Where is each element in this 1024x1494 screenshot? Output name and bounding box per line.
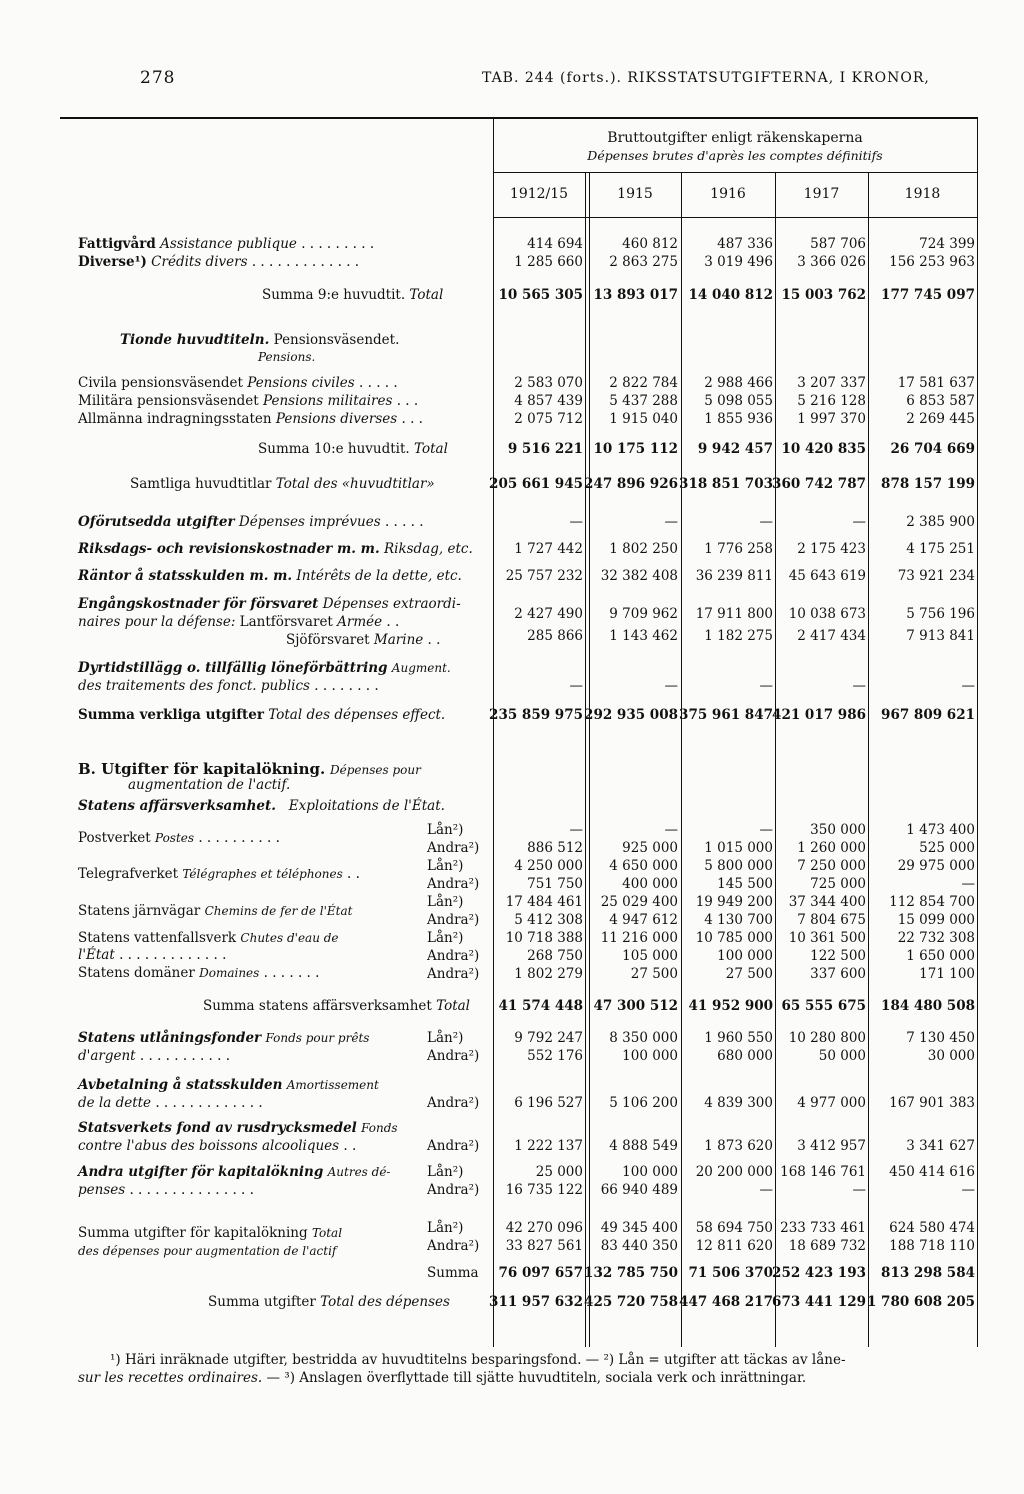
- andra-marker: Andra²): [427, 912, 480, 928]
- table-cell: 2 427 490: [514, 606, 583, 622]
- table-cell: 233 733 461: [780, 1220, 866, 1236]
- table-cell: 50 000: [818, 1048, 866, 1064]
- table-cell: 425 720 758: [584, 1294, 678, 1310]
- row-label: Allmänna indragningsstaten Pensions diverses . . .: [78, 411, 423, 427]
- table-cell: 680 000: [717, 1048, 773, 1064]
- lan-marker: Lån²): [427, 858, 464, 874]
- row-label: Samtliga huvudtitlar Total des «huvudtitlar»: [130, 476, 435, 492]
- table-cell: 2 417 434: [797, 628, 866, 644]
- row-label: Dyrtidstillägg o. tillfällig löneförbättring Augment.: [78, 660, 451, 676]
- table-cell: 7 913 841: [906, 628, 975, 644]
- table-cell: 25 029 400: [600, 894, 678, 910]
- table-cell: 2 269 445: [906, 411, 975, 427]
- row-label: Summa verkliga utgifter Total des dépenses effect.: [78, 707, 446, 723]
- table-cell: 10 718 388: [505, 930, 583, 946]
- table-cell: 17 911 800: [695, 606, 773, 622]
- andra-marker: Andra²): [427, 1048, 480, 1064]
- table-cell: —: [852, 678, 866, 694]
- table-cell: 32 382 408: [600, 568, 678, 584]
- table-cell: —: [759, 514, 773, 530]
- table-cell: 5 756 196: [906, 606, 975, 622]
- table-cell: 2 583 070: [514, 375, 583, 391]
- row-label: Summa statens affärsverksamhet Total: [203, 998, 471, 1014]
- row-label: Diverse¹) Crédits divers . . . . . . . . . . . . .: [78, 254, 360, 270]
- row-label: Civila pensionsväsendet Pensions civiles . . . . .: [78, 375, 398, 391]
- table-cell: 205 661 945: [489, 476, 583, 492]
- table-cell: 460 812: [622, 236, 678, 252]
- table-cell: 252 423 193: [772, 1265, 866, 1281]
- table-cell: 41 574 448: [498, 998, 583, 1014]
- table-cell: 105 000: [622, 948, 678, 964]
- row-label: contre l'abus des boissons alcooliques . .: [78, 1138, 357, 1154]
- table-cell: 29 975 000: [897, 858, 975, 874]
- table-cell: 967 809 621: [881, 707, 975, 723]
- table-cell: 1 222 137: [514, 1138, 583, 1154]
- row-label: naires pour la défense: Lantförsvaret Armée . .: [78, 614, 400, 630]
- table-cell: 318 851 703: [679, 476, 773, 492]
- table-cell: 16 735 122: [505, 1182, 583, 1198]
- row-label: Statens järnvägar Chemins de fer de l'État: [78, 903, 353, 919]
- col-line-3: [775, 172, 776, 1347]
- header-bottom-rule: [493, 217, 978, 218]
- table-cell: 41 952 900: [688, 998, 773, 1014]
- col-line-2: [681, 172, 682, 1347]
- table-cell: 235 859 975: [489, 707, 583, 723]
- table-cell: 450 414 616: [889, 1164, 975, 1180]
- table-cell: 751 750: [527, 876, 583, 892]
- lan-marker: Lån²): [427, 1164, 464, 1180]
- table-cell: 100 000: [622, 1164, 678, 1180]
- row-label: Statens utlåningsfonder Fonds pour prêts: [78, 1030, 370, 1046]
- col-line-1: [585, 172, 586, 1347]
- table-cell: 11 216 000: [600, 930, 678, 946]
- table-cell: 552 176: [527, 1048, 583, 1064]
- page-number: 278: [140, 68, 176, 88]
- andra-marker: Andra²): [427, 1182, 480, 1198]
- table-cell: 292 935 008: [584, 707, 678, 723]
- table-cell: 177 745 097: [881, 287, 975, 303]
- table-cell: 2 175 423: [797, 541, 866, 557]
- table-cell: —: [569, 822, 583, 838]
- table-cell: 3 412 957: [797, 1138, 866, 1154]
- andra-marker: Andra²): [427, 966, 480, 982]
- table-cell: 2 988 466: [704, 375, 773, 391]
- table-cell: 9 516 221: [507, 441, 583, 457]
- col-line-5: [977, 117, 978, 1347]
- col-line-0: [493, 117, 494, 1347]
- section-b-title: B. Utgifter för kapitalökning. Dépenses pour: [78, 760, 421, 778]
- table-cell: 15 099 000: [897, 912, 975, 928]
- table-cell: 10 175 112: [593, 441, 678, 457]
- header-main-fr: Dépenses brutes d'après les comptes définitifs: [587, 148, 883, 163]
- table-cell: 100 000: [717, 948, 773, 964]
- table-cell: 145 500: [717, 876, 773, 892]
- table-cell: 4 977 000: [797, 1095, 866, 1111]
- table-cell: 1 182 275: [704, 628, 773, 644]
- table-cell: 1 015 000: [704, 840, 773, 856]
- table-cell: —: [569, 514, 583, 530]
- table-cell: 360 742 787: [772, 476, 866, 492]
- year-1918: 1918: [904, 186, 941, 202]
- table-cell: 268 750: [527, 948, 583, 964]
- table-cell: 414 694: [527, 236, 583, 252]
- table-cell: 8 350 000: [609, 1030, 678, 1046]
- row-label: Summa utgifter för kapitalökning Total: [78, 1225, 343, 1241]
- table-cell: 33 827 561: [505, 1238, 583, 1254]
- table-cell: 76 097 657: [498, 1265, 583, 1281]
- table-cell: 6 196 527: [514, 1095, 583, 1111]
- table-cell: 724 399: [919, 236, 975, 252]
- table-cell: 25 000: [535, 1164, 583, 1180]
- table-cell: 878 157 199: [881, 476, 975, 492]
- footnote-1: ¹) Häri inräknade utgifter, bestridda av huvudtitelns besparingsfond. — ²) Lån = utgifter att täckas av låne-: [110, 1352, 846, 1368]
- footnote-2: sur les recettes ordinaires. — ³) Anslagen överflyttade till sjätte huvudtiteln, sociala verk och inrättningar.: [78, 1370, 807, 1386]
- table-cell: 4 650 000: [609, 858, 678, 874]
- table-cell: 100 000: [622, 1048, 678, 1064]
- table-cell: 5 412 308: [514, 912, 583, 928]
- table-cell: 1 260 000: [797, 840, 866, 856]
- table-cell: 27 500: [630, 966, 678, 982]
- running-title: TAB. 244 (forts.). RIKSSTATSUTGIFTERNA, I KRONOR,: [482, 70, 930, 86]
- table-cell: 4 839 300: [704, 1095, 773, 1111]
- table-cell: 71 506 370: [688, 1265, 773, 1281]
- row-label: Summa utgifter Total des dépenses: [208, 1294, 450, 1310]
- row-label: Statens domäner Domaines . . . . . . .: [78, 965, 320, 981]
- table-cell: 525 000: [919, 840, 975, 856]
- table-cell: 14 040 812: [688, 287, 773, 303]
- table-cell: 725 000: [810, 876, 866, 892]
- row-label: Andra utgifter för kapitalökning Autres dé-: [78, 1164, 391, 1180]
- table-cell: 2 822 784: [609, 375, 678, 391]
- table-cell: 3 207 337: [797, 375, 866, 391]
- table-cell: 2 385 900: [906, 514, 975, 530]
- table-cell: 188 718 110: [889, 1238, 975, 1254]
- table-cell: 10 420 835: [781, 441, 866, 457]
- table-cell: 7 250 000: [797, 858, 866, 874]
- header-rule: [493, 172, 978, 173]
- table-cell: 2 863 275: [609, 254, 678, 270]
- table-cell: 17 581 637: [897, 375, 975, 391]
- row-label: Riksdags- och revisionskostnader m. m. Riksdag, etc.: [78, 541, 473, 557]
- table-cell: 1 855 936: [704, 411, 773, 427]
- table-cell: 132 785 750: [584, 1265, 678, 1281]
- table-cell: 19 949 200: [695, 894, 773, 910]
- table-cell: 3 341 627: [906, 1138, 975, 1154]
- table-cell: 4 947 612: [609, 912, 678, 928]
- table-cell: 15 003 762: [781, 287, 866, 303]
- table-cell: —: [852, 514, 866, 530]
- row-label: des dépenses pour augmentation de l'actif: [78, 1244, 337, 1258]
- table-cell: 1 143 462: [609, 628, 678, 644]
- table-cell: 400 000: [622, 876, 678, 892]
- table-cell: —: [759, 1182, 773, 1198]
- section-heading: Tionde huvudtiteln. Pensionsväsendet.: [120, 332, 400, 348]
- table-cell: 167 901 383: [889, 1095, 975, 1111]
- table-cell: 7 804 675: [797, 912, 866, 928]
- table-cell: —: [852, 1182, 866, 1198]
- table-cell: 421 017 986: [772, 707, 866, 723]
- table-cell: —: [961, 678, 975, 694]
- andra-marker: Andra²): [427, 876, 480, 892]
- affars-heading: Statens affärsverksamhet. Exploitations de l'État.: [78, 798, 445, 814]
- table-cell: 5 437 288: [609, 393, 678, 409]
- table-cell: 350 000: [810, 822, 866, 838]
- section-heading-fr: Pensions.: [258, 350, 316, 364]
- table-cell: 3 019 496: [704, 254, 773, 270]
- col-line-4: [868, 172, 869, 1347]
- table-cell: 83 440 350: [600, 1238, 678, 1254]
- table-cell: 1 776 258: [704, 541, 773, 557]
- summa-marker: Summa: [427, 1265, 479, 1281]
- year-1916: 1916: [710, 186, 746, 202]
- table-cell: 9 792 247: [514, 1030, 583, 1046]
- table-cell: 10 038 673: [788, 606, 866, 622]
- table-cell: 4 130 700: [704, 912, 773, 928]
- row-label: Sjöförsvaret Marine . .: [286, 632, 441, 648]
- table-cell: —: [961, 1182, 975, 1198]
- table-cell: 49 345 400: [600, 1220, 678, 1236]
- table-cell: 10 361 500: [788, 930, 866, 946]
- table-cell: 5 098 055: [704, 393, 773, 409]
- row-label: Statens vattenfallsverk Chutes d'eau de: [78, 930, 339, 946]
- table-cell: 112 854 700: [889, 894, 975, 910]
- table-cell: 168 146 761: [780, 1164, 866, 1180]
- table-cell: 17 484 461: [505, 894, 583, 910]
- row-label: Militära pensionsväsendet Pensions militaires . . .: [78, 393, 419, 409]
- row-label: Summa 9:e huvudtit. Total: [262, 287, 444, 303]
- lan-marker: Lån²): [427, 822, 464, 838]
- row-label: Statsverkets fond av rusdrycksmedel Fonds: [78, 1120, 398, 1136]
- table-cell: 925 000: [622, 840, 678, 856]
- table-cell: 13 893 017: [593, 287, 678, 303]
- table-cell: 1 915 040: [609, 411, 678, 427]
- table-cell: 10 280 800: [788, 1030, 866, 1046]
- table-cell: —: [664, 822, 678, 838]
- table-cell: 37 344 400: [788, 894, 866, 910]
- andra-marker: Andra²): [427, 1095, 480, 1111]
- row-label: Summa 10:e huvudtit. Total: [258, 441, 448, 457]
- table-cell: 7 130 450: [906, 1030, 975, 1046]
- top-rule: [60, 117, 978, 119]
- table-cell: 1 802 279: [514, 966, 583, 982]
- table-cell: 30 000: [927, 1048, 975, 1064]
- lan-marker: Lån²): [427, 930, 464, 946]
- table-cell: 156 253 963: [889, 254, 975, 270]
- table-cell: 20 200 000: [695, 1164, 773, 1180]
- table-cell: 25 757 232: [505, 568, 583, 584]
- row-label: penses . . . . . . . . . . . . . . .: [78, 1182, 254, 1198]
- year-1917: 1917: [803, 186, 840, 202]
- table-cell: 22 732 308: [897, 930, 975, 946]
- andra-marker: Andra²): [427, 1238, 480, 1254]
- table-cell: 337 600: [810, 966, 866, 982]
- table-cell: 1 780 608 205: [866, 1294, 975, 1310]
- table-cell: 45 643 619: [788, 568, 866, 584]
- table-cell: 1 960 550: [704, 1030, 773, 1046]
- table-cell: 447 468 217: [679, 1294, 773, 1310]
- table-cell: 171 100: [919, 966, 975, 982]
- table-cell: 58 694 750: [695, 1220, 773, 1236]
- table-cell: 5 800 000: [704, 858, 773, 874]
- table-cell: 10 565 305: [498, 287, 583, 303]
- table-cell: 73 921 234: [897, 568, 975, 584]
- table-cell: —: [759, 822, 773, 838]
- table-cell: 813 298 584: [881, 1265, 975, 1281]
- table-cell: 122 500: [810, 948, 866, 964]
- row-label: d'argent . . . . . . . . . . .: [78, 1048, 231, 1064]
- table-cell: 36 239 811: [695, 568, 773, 584]
- table-cell: 1 873 620: [704, 1138, 773, 1154]
- table-cell: 12 811 620: [695, 1238, 773, 1254]
- table-cell: 1 650 000: [906, 948, 975, 964]
- table-cell: 3 366 026: [797, 254, 866, 270]
- table-cell: 2 075 712: [514, 411, 583, 427]
- table-cell: —: [569, 678, 583, 694]
- table-cell: —: [961, 876, 975, 892]
- table-cell: 47 300 512: [593, 998, 678, 1014]
- table-cell: 1 997 370: [797, 411, 866, 427]
- table-cell: —: [664, 514, 678, 530]
- row-label: de la dette . . . . . . . . . . . . .: [78, 1095, 263, 1111]
- year-1915: 1915: [617, 186, 653, 202]
- table-cell: 6 853 587: [906, 393, 975, 409]
- table-cell: 42 270 096: [505, 1220, 583, 1236]
- table-cell: 27 500: [725, 966, 773, 982]
- header-main-sv: Bruttoutgifter enligt räkenskaperna: [607, 130, 863, 146]
- lan-marker: Lån²): [427, 1220, 464, 1236]
- table-cell: 673 441 129: [772, 1294, 866, 1310]
- table-cell: —: [759, 678, 773, 694]
- andra-marker: Andra²): [427, 948, 480, 964]
- row-label: Telegrafverket Télégraphes et téléphones . .: [78, 866, 360, 882]
- andra-marker: Andra²): [427, 1138, 480, 1154]
- lan-marker: Lån²): [427, 1030, 464, 1046]
- table-cell: —: [664, 678, 678, 694]
- year-1912-15: 1912/15: [509, 186, 569, 202]
- table-cell: 5 106 200: [609, 1095, 678, 1111]
- table-cell: 66 940 489: [600, 1182, 678, 1198]
- table-cell: 311 957 632: [489, 1294, 583, 1310]
- table-cell: 375 961 847: [679, 707, 773, 723]
- table-cell: 4 888 549: [609, 1138, 678, 1154]
- row-label: Postverket Postes . . . . . . . . . .: [78, 830, 280, 846]
- table-cell: 285 866: [527, 628, 583, 644]
- row-label: Avbetalning å statsskulden Amortissement: [78, 1077, 379, 1093]
- table-cell: 1 285 660: [514, 254, 583, 270]
- col-line-1b: [589, 172, 590, 1347]
- table-cell: 10 785 000: [695, 930, 773, 946]
- row-label: Engångskostnader för försvaret Dépenses extraordi-: [78, 596, 461, 612]
- table-cell: 65 555 675: [781, 998, 866, 1014]
- lan-marker: Lån²): [427, 894, 464, 910]
- table-cell: 5 216 128: [797, 393, 866, 409]
- table-cell: 4 250 000: [514, 858, 583, 874]
- andra-marker: Andra²): [427, 840, 480, 856]
- table-cell: 487 336: [717, 236, 773, 252]
- table-cell: 624 580 474: [889, 1220, 975, 1236]
- table-cell: 9 709 962: [609, 606, 678, 622]
- table-cell: 1 802 250: [609, 541, 678, 557]
- table-cell: 247 896 926: [584, 476, 678, 492]
- table-cell: 1 473 400: [906, 822, 975, 838]
- table-cell: 18 689 732: [788, 1238, 866, 1254]
- table-cell: 587 706: [810, 236, 866, 252]
- section-b-title-fr: augmentation de l'actif.: [128, 777, 291, 793]
- row-label: des traitements des fonct. publics . . . . . . . .: [78, 678, 379, 694]
- table-cell: 1 727 442: [514, 541, 583, 557]
- table-cell: 4 857 439: [514, 393, 583, 409]
- row-label: Oförutsedda utgifter Dépenses imprévues . . . . .: [78, 514, 424, 530]
- table-cell: 184 480 508: [881, 998, 975, 1014]
- row-label: Räntor å statsskulden m. m. Intérêts de la dette, etc.: [78, 568, 462, 584]
- row-label: l'État . . . . . . . . . . . . .: [78, 947, 227, 963]
- row-label: Fattigvård Assistance publique . . . . . . . . .: [78, 236, 375, 252]
- table-cell: 886 512: [527, 840, 583, 856]
- table-cell: 4 175 251: [906, 541, 975, 557]
- table-cell: 26 704 669: [890, 441, 975, 457]
- table-cell: 9 942 457: [697, 441, 773, 457]
